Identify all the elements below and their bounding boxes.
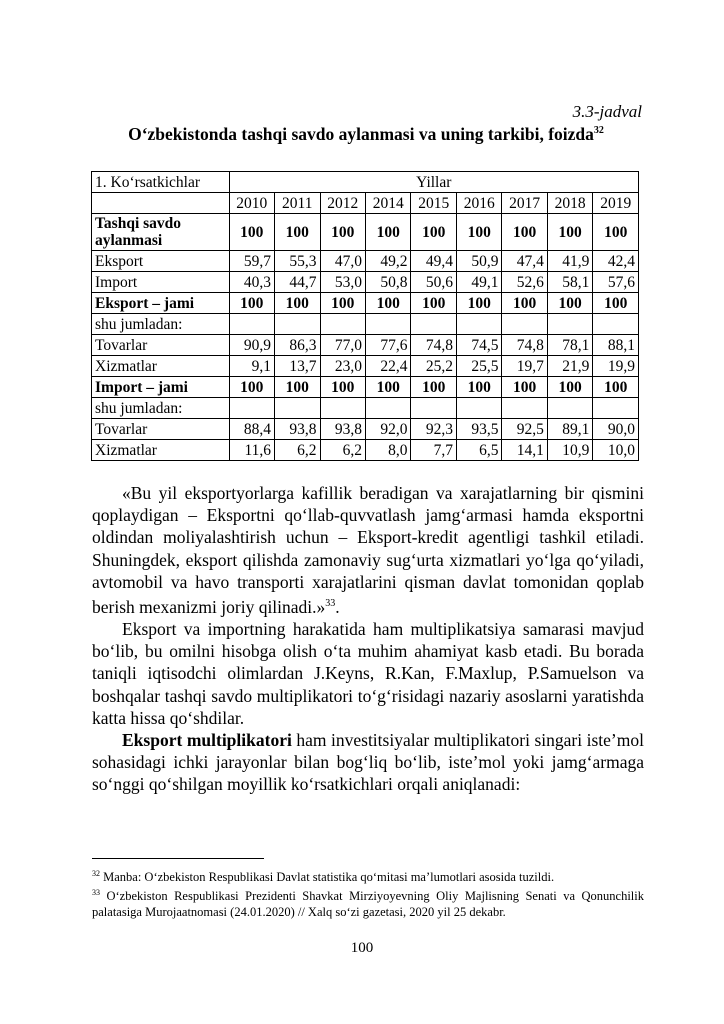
table-row xyxy=(92,314,639,335)
value-cell: 100 xyxy=(411,293,456,314)
value-cell: 57,6 xyxy=(593,272,639,293)
value-cell: 74,8 xyxy=(411,335,456,356)
row-label: Tovarlar xyxy=(92,335,230,356)
value-cell: 89,1 xyxy=(547,419,592,440)
value-cell: 77,0 xyxy=(320,335,365,356)
value-cell: 93,8 xyxy=(320,419,365,440)
value-cell: 100 xyxy=(411,214,456,251)
value-cell: 49,4 xyxy=(411,251,456,272)
year-header-cell: 2018 xyxy=(547,193,592,214)
indicators-header: 1. Ko‘rsatkichlar xyxy=(92,172,230,193)
footnote-text: Manba: O‘zbekiston Respublikasi Davlat statistika qo‘mitasi ma’lumotlari asosida tuzildi. xyxy=(100,870,555,885)
value-cell: 7,7 xyxy=(411,440,456,461)
value-cell: 6,5 xyxy=(456,440,501,461)
body-text xyxy=(92,482,644,796)
table-row xyxy=(92,356,639,377)
table-label: 3.3-jadval xyxy=(572,102,642,121)
footnote-32 xyxy=(92,866,644,885)
value-cell xyxy=(320,398,365,419)
value-cell: 11,6 xyxy=(229,440,274,461)
row-label: Eksport – jami xyxy=(92,293,230,314)
value-cell: 88,4 xyxy=(229,419,274,440)
value-cell: 14,1 xyxy=(502,440,547,461)
value-cell: 100 xyxy=(593,293,639,314)
value-cell: 100 xyxy=(229,214,274,251)
value-cell xyxy=(320,314,365,335)
row-label: Xizmatlar xyxy=(92,440,230,461)
empty-cell xyxy=(92,193,230,214)
value-cell: 100 xyxy=(547,293,592,314)
value-cell: 100 xyxy=(593,214,639,251)
table-row xyxy=(92,214,639,251)
value-cell: 41,9 xyxy=(547,251,592,272)
value-cell: 10,0 xyxy=(593,440,639,461)
value-cell xyxy=(275,398,320,419)
value-cell: 23,0 xyxy=(320,356,365,377)
value-cell: 100 xyxy=(593,377,639,398)
value-cell xyxy=(456,398,501,419)
footnote-ref-33: 33 xyxy=(325,598,336,610)
value-cell: 100 xyxy=(229,377,274,398)
value-cell: 100 xyxy=(275,214,320,251)
years-row xyxy=(92,193,639,214)
table-row xyxy=(92,419,639,440)
value-cell: 100 xyxy=(502,214,547,251)
paragraph-multiplier: Eksport va importning harakatida ham multiplikatsiya samarasi mavjud bo‘lib, bu omilni hisobga olish o‘ta muhim ahamiyat kasb etadi. Bu borada taniqli iqtisodchi olimlardan J.Keyns, R.Kan, F.Maxlup, P.Samuelson va boshqalar tashqi savdo multiplikatori to‘g‘risidagi nazariy asoslarni yaratishda katta hissa qo‘shdilar. xyxy=(92,619,644,728)
value-cell: 93,5 xyxy=(456,419,501,440)
table-row xyxy=(92,293,639,314)
value-cell: 40,3 xyxy=(229,272,274,293)
value-cell: 25,2 xyxy=(411,356,456,377)
value-cell: 88,1 xyxy=(593,335,639,356)
statistics-table xyxy=(91,171,639,461)
footnote-ref-32: 32 xyxy=(593,125,604,137)
value-cell: 13,7 xyxy=(275,356,320,377)
footnote-number: 33 xyxy=(92,888,100,898)
footnote-number: 32 xyxy=(92,869,100,878)
value-cell: 100 xyxy=(275,293,320,314)
value-cell: 22,4 xyxy=(365,356,410,377)
year-header-cell: 2011 xyxy=(275,193,320,214)
value-cell: 100 xyxy=(365,214,410,251)
table-row xyxy=(92,440,639,461)
value-cell: 100 xyxy=(456,377,501,398)
value-cell: 93,8 xyxy=(275,419,320,440)
row-label: Tovarlar xyxy=(92,419,230,440)
value-cell: 9,1 xyxy=(229,356,274,377)
value-cell: 100 xyxy=(502,377,547,398)
value-cell xyxy=(229,398,274,419)
value-cell: 49,1 xyxy=(456,272,501,293)
value-cell xyxy=(593,314,639,335)
value-cell: 100 xyxy=(275,377,320,398)
table-row xyxy=(92,398,639,419)
value-cell: 6,2 xyxy=(320,440,365,461)
table-title-text: O‘zbekistonda tashqi savdo aylanmasi va uning tarkibi, foizda xyxy=(128,124,594,144)
value-cell xyxy=(411,314,456,335)
footnote-text: O‘zbekiston Respublikasi Prezidenti Shavkat Mirziyoyevning Oliy Majlisning Senati va Qonunchilik palatasiga Murojaatnomasi (24.01.2020) // Xalq so‘zi gazetasi, 2020 yil 25 dekabr. xyxy=(92,889,644,920)
value-cell xyxy=(593,398,639,419)
row-label: Import – jami xyxy=(92,377,230,398)
table-row xyxy=(92,377,639,398)
value-cell: 90,9 xyxy=(229,335,274,356)
value-cell: 100 xyxy=(365,377,410,398)
value-cell xyxy=(411,398,456,419)
value-cell: 100 xyxy=(229,293,274,314)
value-cell: 74,8 xyxy=(502,335,547,356)
value-cell: 92,5 xyxy=(502,419,547,440)
table-row xyxy=(92,251,639,272)
value-cell: 90,0 xyxy=(593,419,639,440)
value-cell: 50,6 xyxy=(411,272,456,293)
footnotes xyxy=(92,866,644,920)
value-cell: 19,7 xyxy=(502,356,547,377)
value-cell xyxy=(502,314,547,335)
row-label: Xizmatlar xyxy=(92,356,230,377)
value-cell: 58,1 xyxy=(547,272,592,293)
value-cell: 47,4 xyxy=(502,251,547,272)
table-header-row xyxy=(92,172,639,193)
year-header-cell: 2012 xyxy=(320,193,365,214)
paragraph-export-multiplier-text: ham investitsiyalar multiplikatori singari iste’mol sohasidagi ichki jarayonlar bilan bog‘liq bo‘lib, iste’mol yoki jamg‘armaga so‘nggi qo‘shilgan moyillik ko‘rsatkichlari orqali aniqlanadi: xyxy=(92,730,644,795)
row-label: Eksport xyxy=(92,251,230,272)
value-cell: 44,7 xyxy=(275,272,320,293)
year-header-cell: 2010 xyxy=(229,193,274,214)
value-cell xyxy=(365,398,410,419)
value-cell: 53,0 xyxy=(320,272,365,293)
row-label: Import xyxy=(92,272,230,293)
value-cell xyxy=(547,398,592,419)
export-multiplier-term: Eksport multiplikatori xyxy=(122,730,292,751)
value-cell: 78,1 xyxy=(547,335,592,356)
table-row xyxy=(92,272,639,293)
value-cell: 21,9 xyxy=(547,356,592,377)
value-cell: 10,9 xyxy=(547,440,592,461)
value-cell: 55,3 xyxy=(275,251,320,272)
value-cell: 74,5 xyxy=(456,335,501,356)
value-cell: 100 xyxy=(320,377,365,398)
value-cell: 100 xyxy=(456,214,501,251)
value-cell: 92,3 xyxy=(411,419,456,440)
table-title xyxy=(92,124,640,145)
value-cell: 100 xyxy=(320,293,365,314)
value-cell: 42,4 xyxy=(593,251,639,272)
value-cell: 100 xyxy=(320,214,365,251)
value-cell: 100 xyxy=(365,293,410,314)
value-cell: 100 xyxy=(547,377,592,398)
paragraph-quote xyxy=(92,482,644,618)
footnote-divider xyxy=(92,858,264,859)
paragraph-export-multiplier xyxy=(92,729,644,796)
page-number: 100 xyxy=(350,940,374,956)
value-cell: 50,9 xyxy=(456,251,501,272)
value-cell: 8,0 xyxy=(365,440,410,461)
value-cell: 100 xyxy=(456,293,501,314)
value-cell xyxy=(365,314,410,335)
paragraph-quote-end: . xyxy=(335,596,340,617)
value-cell: 86,3 xyxy=(275,335,320,356)
value-cell: 92,0 xyxy=(365,419,410,440)
row-label: Tashqi savdo aylanmasi xyxy=(92,214,230,251)
value-cell: 49,2 xyxy=(365,251,410,272)
table-row xyxy=(92,335,639,356)
value-cell: 59,7 xyxy=(229,251,274,272)
year-header-cell: 2016 xyxy=(456,193,501,214)
value-cell xyxy=(275,314,320,335)
value-cell: 6,2 xyxy=(275,440,320,461)
value-cell: 100 xyxy=(411,377,456,398)
row-label: shu jumladan: xyxy=(92,314,230,335)
value-cell: 100 xyxy=(547,214,592,251)
value-cell: 50,8 xyxy=(365,272,410,293)
value-cell: 19,9 xyxy=(593,356,639,377)
years-header: Yillar xyxy=(229,172,638,193)
footnote-33 xyxy=(92,885,644,920)
value-cell xyxy=(547,314,592,335)
value-cell: 25,5 xyxy=(456,356,501,377)
value-cell: 52,6 xyxy=(502,272,547,293)
year-header-cell: 2019 xyxy=(593,193,639,214)
value-cell xyxy=(229,314,274,335)
year-header-cell: 2017 xyxy=(502,193,547,214)
row-label: shu jumladan: xyxy=(92,398,230,419)
paragraph-quote-text: «Bu yil eksportyorlarga kafillik beradigan va xarajatlarning bir qismini qoplaydigan – Eksportni qo‘llab-quvvatlash jamg‘armasi hamda eksportni oldindan moliyalashtirish uchun – Eksport-kredit agentligi tashkil etiladi. Shuningdek, eksport qilishda zamonaviy sug‘urta xizmatlari yo‘lga qo‘yiladi, avtomobil va havo transporti xarajatlarini qisman davlat tomonidan qoplab berish mexanizmi joriy qilinadi.» xyxy=(92,483,644,617)
year-header-cell: 2014 xyxy=(365,193,410,214)
value-cell: 47,0 xyxy=(320,251,365,272)
year-header-cell: 2015 xyxy=(411,193,456,214)
value-cell: 100 xyxy=(502,293,547,314)
value-cell xyxy=(502,398,547,419)
value-cell: 77,6 xyxy=(365,335,410,356)
value-cell xyxy=(456,314,501,335)
